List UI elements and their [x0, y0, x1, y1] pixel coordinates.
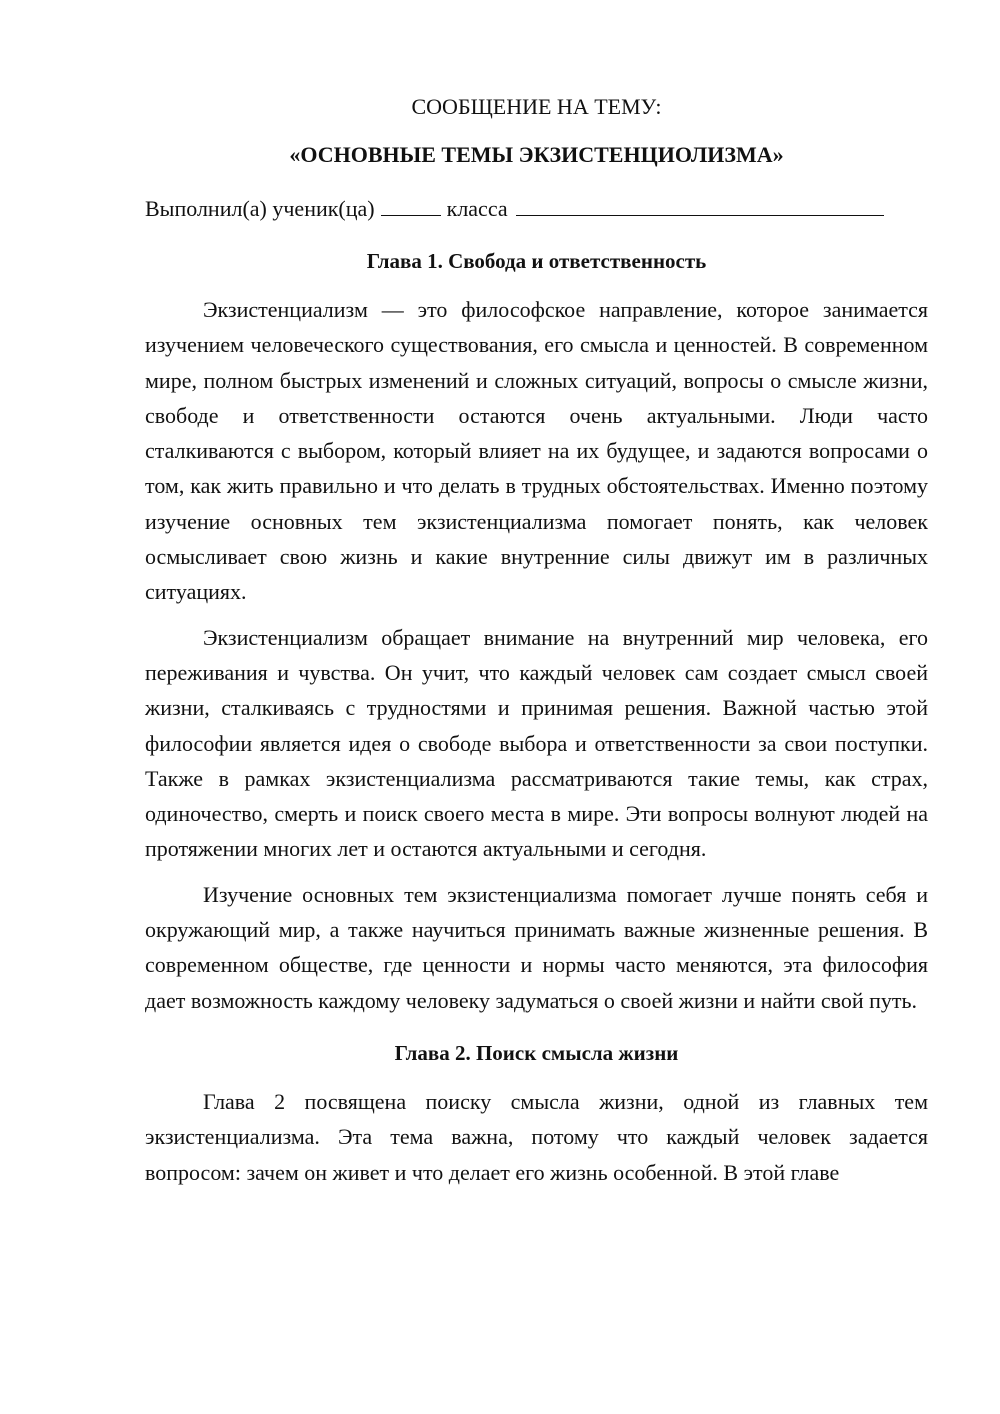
- chapter-1-heading: Глава 1. Свобода и ответственность: [366, 249, 707, 273]
- class-label: класса: [446, 196, 508, 221]
- chapter-1: [145, 246, 928, 1018]
- class-name-blank: [516, 195, 884, 216]
- chapter-2-heading: Глава 2. Поиск смысла жизни: [394, 1040, 679, 1065]
- chapter-1-paragraph-2: Экзистенциализм обращает внимание на внутренний мир человека, его переживания и чувства. Он учит, что каждый человек сам создает смысл своей жизни, сталкиваясь с трудностями и принимая решения. Важной частью этой философии является идея о свободе выбора и ответственности за свои поступки. Также в рамках экзистенциализма рассматриваются такие темы, как страх, одиночество, смерть и поиск своего места в мире. Эти вопросы волнуют людей на протяжении многих лет и остаются актуальными и сегодня.: [145, 624, 928, 862]
- document-title-line1: СООБЩЕНИЕ НА ТЕМУ:: [411, 94, 662, 119]
- document-page: [145, 92, 928, 1200]
- chapter-2: [145, 1038, 928, 1190]
- author-byline: [145, 194, 928, 224]
- chapter-1-paragraph-3: Изучение основных тем экзистенциализма помогает лучше понять себя и окружающий мир, а также научиться принимать важные жизненные решения. В современном обществе, где ценности и нормы часто меняются, эта философия дает возможность каждому человеку задуматься о своей жизни и найти свой путь.: [145, 881, 928, 1013]
- chapter-1-paragraph-1: Экзистенциализм — это философское направление, которое занимается изучением человеческого существования, его смысла и ценностей. В современном мире, полном быстрых изменений и сложных ситуаций, вопросы о смысле жизни, свободе и ответственности остаются очень актуальными. Люди часто сталкиваются с выбором, который влияет на их будущее, и задаются вопросами о том, как жить правильно и что делать в трудных обстоятельствах. Именно поэтому изучение основных тем экзистенциализма помогает понять, как человек осмысливает свою жизнь и какие внутренние силы движут им в различных ситуациях.: [145, 297, 928, 605]
- chapter-2-paragraph-1: Глава 2 посвящена поиску смысла жизни, одной из главных тем экзистенциализма. Эта тема важна, потому что каждый человек задается вопросом: зачем он живет и что делает его жизнь особенной. В этой главе: [145, 1088, 928, 1185]
- document-title-line2: «ОСНОВНЫЕ ТЕМЫ ЭКЗИСТЕНЦИОЛИЗМА»: [289, 142, 784, 167]
- class-number-blank: [381, 195, 441, 216]
- performed-by-label: Выполнил(а) ученик(ца): [145, 196, 375, 221]
